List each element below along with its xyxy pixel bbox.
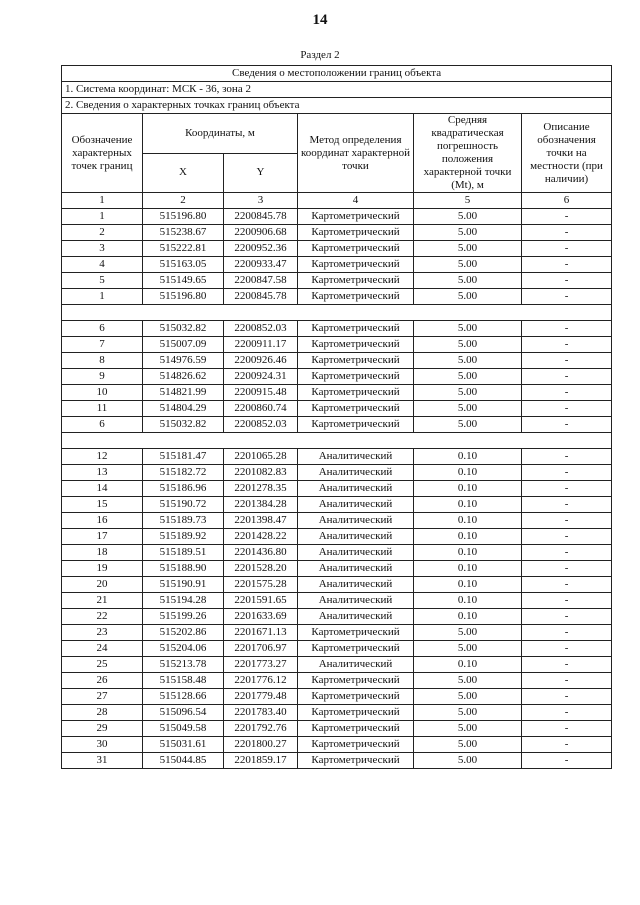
error-cell: 0.10	[414, 657, 522, 673]
error-cell: 0.10	[414, 497, 522, 513]
x-coordinate-cell: 515149.65	[143, 273, 224, 289]
x-coordinate-cell: 515222.81	[143, 241, 224, 257]
description-cell: -	[522, 337, 612, 353]
description-cell: -	[522, 545, 612, 561]
header-y: Y	[224, 153, 298, 193]
description-cell: -	[522, 609, 612, 625]
method-cell: Картометрический	[298, 257, 414, 273]
point-id-cell: 29	[62, 721, 143, 737]
description-cell: -	[522, 257, 612, 273]
y-coordinate-cell: 2201859.17	[224, 753, 298, 769]
y-coordinate-cell: 2201776.12	[224, 673, 298, 689]
x-coordinate-cell: 515181.47	[143, 449, 224, 465]
method-cell: Аналитический	[298, 545, 414, 561]
method-cell: Аналитический	[298, 593, 414, 609]
description-cell: -	[522, 225, 612, 241]
table-row	[62, 385, 612, 401]
table-row	[62, 257, 612, 273]
x-coordinate-cell: 515128.66	[143, 689, 224, 705]
table-title: Сведения о местоположении границ объекта	[62, 66, 612, 82]
column-number: 3	[224, 193, 298, 209]
header-row-1	[62, 114, 612, 154]
description-cell: -	[522, 721, 612, 737]
x-coordinate-cell: 514804.29	[143, 401, 224, 417]
x-coordinate-cell: 515189.73	[143, 513, 224, 529]
header-method: Метод определения координат характерной точки	[298, 114, 414, 193]
point-id-cell: 15	[62, 497, 143, 513]
x-coordinate-cell: 515194.28	[143, 593, 224, 609]
x-coordinate-cell: 515202.86	[143, 625, 224, 641]
description-cell: -	[522, 401, 612, 417]
table-row	[62, 273, 612, 289]
table-row	[62, 657, 612, 673]
x-coordinate-cell: 515049.58	[143, 721, 224, 737]
error-cell: 0.10	[414, 545, 522, 561]
y-coordinate-cell: 2200852.03	[224, 321, 298, 337]
error-cell: 5.00	[414, 209, 522, 225]
point-id-cell: 30	[62, 737, 143, 753]
description-cell: -	[522, 449, 612, 465]
y-coordinate-cell: 2200924.31	[224, 369, 298, 385]
x-coordinate-cell: 515182.72	[143, 465, 224, 481]
y-coordinate-cell: 2201528.20	[224, 561, 298, 577]
x-coordinate-cell: 515196.80	[143, 289, 224, 305]
y-coordinate-cell: 2200847.58	[224, 273, 298, 289]
description-cell: -	[522, 465, 612, 481]
method-cell: Картометрический	[298, 641, 414, 657]
point-id-cell: 27	[62, 689, 143, 705]
error-cell: 5.00	[414, 689, 522, 705]
x-coordinate-cell: 515189.51	[143, 545, 224, 561]
x-coordinate-cell: 515032.82	[143, 417, 224, 433]
error-cell: 0.10	[414, 529, 522, 545]
method-cell: Аналитический	[298, 449, 414, 465]
page-number: 14	[312, 12, 328, 28]
table-row	[62, 593, 612, 609]
point-id-cell: 6	[62, 321, 143, 337]
table-row	[62, 641, 612, 657]
group-separator	[62, 433, 612, 449]
header-description: Описание обозначения точки на местности (при наличии)	[522, 114, 612, 193]
header-error: Средняя квадратическая погрешность положения характерной точки (Mt), м	[414, 114, 522, 193]
method-cell: Картометрический	[298, 225, 414, 241]
y-coordinate-cell: 2201436.80	[224, 545, 298, 561]
y-coordinate-cell: 2200845.78	[224, 209, 298, 225]
description-cell: -	[522, 577, 612, 593]
x-coordinate-cell: 515188.90	[143, 561, 224, 577]
error-cell: 5.00	[414, 641, 522, 657]
table-row	[62, 673, 612, 689]
column-number: 4	[298, 193, 414, 209]
y-coordinate-cell: 2200952.36	[224, 241, 298, 257]
point-id-cell: 9	[62, 369, 143, 385]
table-row	[62, 241, 612, 257]
description-cell: -	[522, 497, 612, 513]
method-cell: Картометрический	[298, 401, 414, 417]
y-coordinate-cell: 2200915.48	[224, 385, 298, 401]
error-cell: 5.00	[414, 673, 522, 689]
x-coordinate-cell: 514826.62	[143, 369, 224, 385]
error-cell: 0.10	[414, 561, 522, 577]
point-id-cell: 20	[62, 577, 143, 593]
error-cell: 5.00	[414, 337, 522, 353]
point-id-cell: 13	[62, 465, 143, 481]
description-cell: -	[522, 673, 612, 689]
x-coordinate-cell: 515186.96	[143, 481, 224, 497]
description-cell: -	[522, 625, 612, 641]
description-cell: -	[522, 241, 612, 257]
y-coordinate-cell: 2201671.13	[224, 625, 298, 641]
table-row	[62, 689, 612, 705]
y-coordinate-cell: 2200845.78	[224, 289, 298, 305]
description-cell: -	[522, 369, 612, 385]
description-cell: -	[522, 513, 612, 529]
table-row	[62, 481, 612, 497]
point-id-cell: 28	[62, 705, 143, 721]
point-id-cell: 22	[62, 609, 143, 625]
y-coordinate-cell: 2200926.46	[224, 353, 298, 369]
x-coordinate-cell: 515190.72	[143, 497, 224, 513]
table-row	[62, 705, 612, 721]
y-coordinate-cell: 2201278.35	[224, 481, 298, 497]
points-heading-row	[62, 98, 612, 114]
error-cell: 5.00	[414, 625, 522, 641]
point-id-cell: 31	[62, 753, 143, 769]
x-coordinate-cell: 515163.05	[143, 257, 224, 273]
error-cell: 5.00	[414, 705, 522, 721]
method-cell: Картометрический	[298, 753, 414, 769]
x-coordinate-cell: 515199.26	[143, 609, 224, 625]
x-coordinate-cell: 515238.67	[143, 225, 224, 241]
table-row	[62, 737, 612, 753]
description-cell: -	[522, 289, 612, 305]
column-number-row	[62, 193, 612, 209]
point-id-cell: 21	[62, 593, 143, 609]
table-row	[62, 513, 612, 529]
y-coordinate-cell: 2201591.65	[224, 593, 298, 609]
method-cell: Аналитический	[298, 481, 414, 497]
error-cell: 0.10	[414, 609, 522, 625]
error-cell: 5.00	[414, 737, 522, 753]
method-cell: Картометрический	[298, 625, 414, 641]
point-id-cell: 3	[62, 241, 143, 257]
table-row	[62, 465, 612, 481]
point-id-cell: 24	[62, 641, 143, 657]
x-coordinate-cell: 515189.92	[143, 529, 224, 545]
error-cell: 0.10	[414, 449, 522, 465]
y-coordinate-cell: 2201384.28	[224, 497, 298, 513]
table-row	[62, 529, 612, 545]
table-row	[62, 577, 612, 593]
error-cell: 5.00	[414, 321, 522, 337]
description-cell: -	[522, 321, 612, 337]
y-coordinate-cell: 2201575.28	[224, 577, 298, 593]
description-cell: -	[522, 593, 612, 609]
table-row	[62, 625, 612, 641]
point-id-cell: 6	[62, 417, 143, 433]
method-cell: Аналитический	[298, 465, 414, 481]
description-cell: -	[522, 641, 612, 657]
y-coordinate-cell: 2201706.97	[224, 641, 298, 657]
table-row	[62, 321, 612, 337]
point-id-cell: 4	[62, 257, 143, 273]
error-cell: 0.10	[414, 465, 522, 481]
group-separator-row	[62, 305, 612, 321]
description-cell: -	[522, 209, 612, 225]
method-cell: Аналитический	[298, 609, 414, 625]
description-cell: -	[522, 417, 612, 433]
method-cell: Картометрический	[298, 369, 414, 385]
table-row	[62, 401, 612, 417]
error-cell: 5.00	[414, 257, 522, 273]
error-cell: 5.00	[414, 721, 522, 737]
error-cell: 5.00	[414, 401, 522, 417]
table-row	[62, 497, 612, 513]
method-cell: Аналитический	[298, 529, 414, 545]
method-cell: Картометрический	[298, 241, 414, 257]
method-cell: Картометрический	[298, 273, 414, 289]
point-id-cell: 5	[62, 273, 143, 289]
column-number: 6	[522, 193, 612, 209]
x-coordinate-cell: 515190.91	[143, 577, 224, 593]
point-id-cell: 10	[62, 385, 143, 401]
method-cell: Картометрический	[298, 353, 414, 369]
point-id-cell: 1	[62, 209, 143, 225]
method-cell: Картометрический	[298, 321, 414, 337]
method-cell: Аналитический	[298, 577, 414, 593]
y-coordinate-cell: 2200911.17	[224, 337, 298, 353]
y-coordinate-cell: 2201792.76	[224, 721, 298, 737]
table-row	[62, 721, 612, 737]
x-coordinate-cell: 515196.80	[143, 209, 224, 225]
method-cell: Аналитический	[298, 513, 414, 529]
table-row	[62, 289, 612, 305]
y-coordinate-cell: 2201779.48	[224, 689, 298, 705]
description-cell: -	[522, 657, 612, 673]
error-cell: 5.00	[414, 385, 522, 401]
table-row	[62, 545, 612, 561]
y-coordinate-cell: 2201633.69	[224, 609, 298, 625]
table-row	[62, 337, 612, 353]
method-cell: Картометрический	[298, 705, 414, 721]
point-id-cell: 12	[62, 449, 143, 465]
x-coordinate-cell: 515007.09	[143, 337, 224, 353]
method-cell: Картометрический	[298, 673, 414, 689]
y-coordinate-cell: 2201773.27	[224, 657, 298, 673]
error-cell: 5.00	[414, 753, 522, 769]
description-cell: -	[522, 737, 612, 753]
x-coordinate-cell: 514821.99	[143, 385, 224, 401]
table-row	[62, 449, 612, 465]
boundary-points-table	[61, 65, 612, 769]
description-cell: -	[522, 385, 612, 401]
table-row	[62, 369, 612, 385]
point-id-cell: 14	[62, 481, 143, 497]
error-cell: 5.00	[414, 225, 522, 241]
error-cell: 5.00	[414, 241, 522, 257]
x-coordinate-cell: 515158.48	[143, 673, 224, 689]
point-id-cell: 18	[62, 545, 143, 561]
table-row	[62, 353, 612, 369]
description-cell: -	[522, 689, 612, 705]
y-coordinate-cell: 2201783.40	[224, 705, 298, 721]
y-coordinate-cell: 2201082.83	[224, 465, 298, 481]
description-cell: -	[522, 353, 612, 369]
description-cell: -	[522, 273, 612, 289]
error-cell: 5.00	[414, 289, 522, 305]
x-coordinate-cell: 515213.78	[143, 657, 224, 673]
point-id-cell: 8	[62, 353, 143, 369]
method-cell: Картометрический	[298, 385, 414, 401]
header-designation: Обозначение характерных точек границ	[62, 114, 143, 193]
header-x: X	[143, 153, 224, 193]
coord-system-row	[62, 82, 612, 98]
table-title-row	[62, 66, 612, 82]
error-cell: 0.10	[414, 481, 522, 497]
column-number: 2	[143, 193, 224, 209]
error-cell: 0.10	[414, 577, 522, 593]
description-cell: -	[522, 561, 612, 577]
error-cell: 0.10	[414, 593, 522, 609]
description-cell: -	[522, 705, 612, 721]
point-id-cell: 11	[62, 401, 143, 417]
point-id-cell: 16	[62, 513, 143, 529]
points-heading: 2. Сведения о характерных точках границ объекта	[62, 98, 612, 114]
point-id-cell: 25	[62, 657, 143, 673]
point-id-cell: 2	[62, 225, 143, 241]
method-cell: Аналитический	[298, 497, 414, 513]
x-coordinate-cell: 515031.61	[143, 737, 224, 753]
table-row	[62, 417, 612, 433]
error-cell: 5.00	[414, 417, 522, 433]
y-coordinate-cell: 2200906.68	[224, 225, 298, 241]
error-cell: 5.00	[414, 353, 522, 369]
x-coordinate-cell: 515096.54	[143, 705, 224, 721]
method-cell: Картометрический	[298, 689, 414, 705]
error-cell: 5.00	[414, 273, 522, 289]
x-coordinate-cell: 515032.82	[143, 321, 224, 337]
error-cell: 0.10	[414, 513, 522, 529]
y-coordinate-cell: 2200852.03	[224, 417, 298, 433]
description-cell: -	[522, 529, 612, 545]
description-cell: -	[522, 753, 612, 769]
y-coordinate-cell: 2201065.28	[224, 449, 298, 465]
table-row	[62, 561, 612, 577]
table-row	[62, 225, 612, 241]
point-id-cell: 1	[62, 289, 143, 305]
method-cell: Картометрический	[298, 737, 414, 753]
column-number: 5	[414, 193, 522, 209]
y-coordinate-cell: 2201398.47	[224, 513, 298, 529]
group-separator	[62, 305, 612, 321]
y-coordinate-cell: 2200933.47	[224, 257, 298, 273]
method-cell: Картометрический	[298, 289, 414, 305]
x-coordinate-cell: 514976.59	[143, 353, 224, 369]
description-cell: -	[522, 481, 612, 497]
point-id-cell: 26	[62, 673, 143, 689]
x-coordinate-cell: 515044.85	[143, 753, 224, 769]
group-separator-row	[62, 433, 612, 449]
method-cell: Картометрический	[298, 337, 414, 353]
method-cell: Картометрический	[298, 721, 414, 737]
error-cell: 5.00	[414, 369, 522, 385]
method-cell: Картометрический	[298, 417, 414, 433]
point-id-cell: 23	[62, 625, 143, 641]
table-row	[62, 753, 612, 769]
method-cell: Аналитический	[298, 561, 414, 577]
coord-system: 1. Система координат: МСК - 36, зона 2	[62, 82, 612, 98]
y-coordinate-cell: 2201800.27	[224, 737, 298, 753]
y-coordinate-cell: 2201428.22	[224, 529, 298, 545]
table-row	[62, 209, 612, 225]
point-id-cell: 19	[62, 561, 143, 577]
method-cell: Картометрический	[298, 209, 414, 225]
table-row	[62, 609, 612, 625]
y-coordinate-cell: 2200860.74	[224, 401, 298, 417]
method-cell: Аналитический	[298, 657, 414, 673]
column-number: 1	[62, 193, 143, 209]
x-coordinate-cell: 515204.06	[143, 641, 224, 657]
point-id-cell: 7	[62, 337, 143, 353]
header-coordinates: Координаты, м	[143, 114, 298, 154]
section-label: Раздел 2	[300, 49, 340, 61]
point-id-cell: 17	[62, 529, 143, 545]
